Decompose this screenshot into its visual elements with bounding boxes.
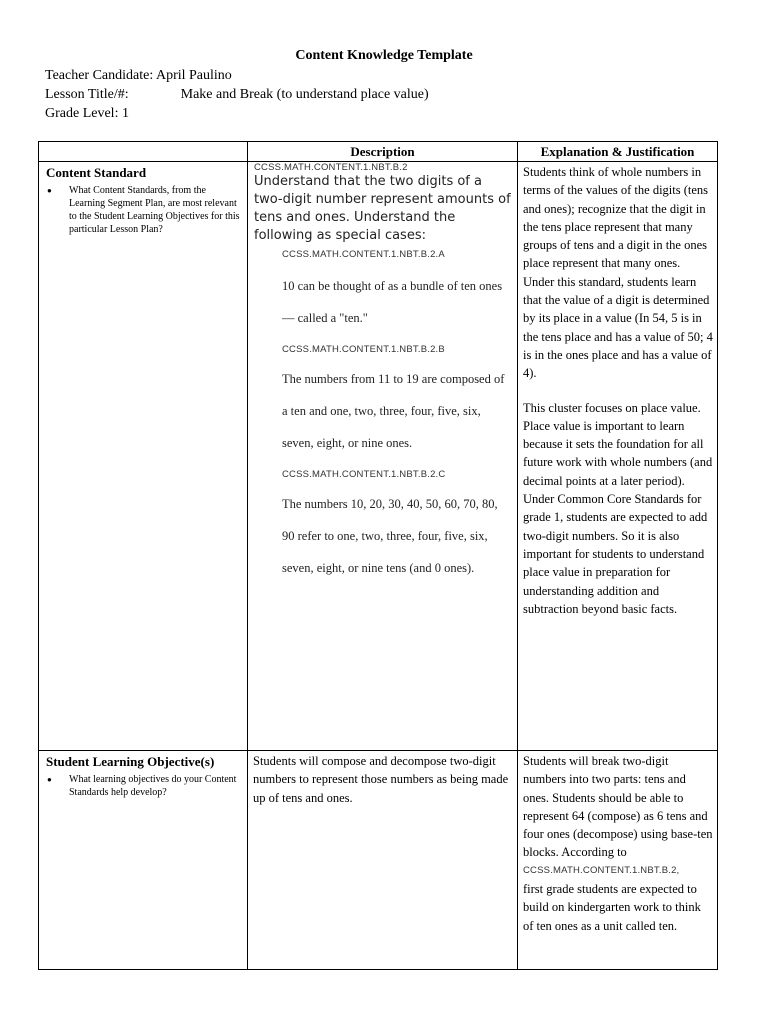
header-description: Description (248, 142, 518, 162)
learning-objective-description-cell (248, 751, 518, 970)
standard-code-a: CCSS.MATH.CONTENT.1.NBT.B.2.A (282, 249, 445, 260)
content-knowledge-table (38, 141, 718, 970)
learning-objective-description: Students will compose and decompose two-digit numbers to represent those numbers as being made up of tens and ones. (253, 754, 509, 805)
objective-explanation-b: first grade students are expected to build on kindergarten work to think of ten ones as a unit called ten. (523, 882, 701, 933)
content-standard-prompt: ● What Content Standards, from the Learning Segment Plan, are most relevant to the Student Learning Objectives for this particular Lesson Plan? (69, 184, 243, 236)
standard-intro-text: Understand that the two digits of a two-digit number represent amounts of tens and ones. Understand the following as special cases: (254, 174, 511, 243)
document-title: Content Knowledge Template (295, 48, 473, 63)
learning-objective-explanation-cell (518, 751, 718, 970)
grade-level-line: Grade Level: 1 (45, 106, 129, 121)
learning-objective-prompt: ● What learning objectives do your Content Standards help develop? (69, 773, 243, 799)
header-blank (39, 142, 248, 162)
standard-text-c: The numbers 10, 20, 30, 40, 50, 60, 70, 80, 90 refer to one, two, three, four, five, six, seven, eight, or nine tens (and 0 ones). (282, 497, 498, 575)
content-standard-heading: Content Standard (46, 165, 147, 180)
standard-code-c: CCSS.MATH.CONTENT.1.NBT.B.2.C (282, 469, 446, 480)
standard-text-b: The numbers from 11 to 19 are composed of a ten and one, two, three, four, five, six, seven, eight, or nine ones. (282, 372, 505, 450)
lesson-title-line (45, 85, 429, 104)
teacher-candidate-line: Teacher Candidate: April Paulino (45, 68, 232, 83)
standard-sub-a (254, 249, 513, 334)
content-standard-explanation-cell (518, 162, 718, 751)
objective-explanation-a: Students will break two-digit numbers into two parts: tens and ones. Students should be able to represent 64 (compose) as 6 tens and four ones (decompose) using base-ten blocks. According to (523, 754, 713, 860)
learning-objective-label-cell (39, 751, 248, 970)
explanation-paragraph-1: Students think of whole numbers in terms of the values of the digits (tens and ones); recognize that the digit in the tens place represent that many groups of tens and a digit in the ones place represent that many ones. Under this standard, students learn that the value of a digit is determined by its place in a value (In 54, 5 is in the tens place and has a value of 50; 4 is in the ones place and has a value of 4). (523, 165, 713, 381)
content-standard-prompt-list (39, 184, 247, 236)
explanation-paragraph-2: This cluster focuses on place value. Place value is important to learn because it sets the foundation for all future work with whole numbers (and decimal points at a later period). Under Common Core Standards for grade 1, students are expected to add two-digit numbers. So it is also important for students to understand place value in preparation for understanding addition and subtraction beyond basic facts. (523, 400, 713, 616)
lesson-title-label: Lesson Title/#: (45, 87, 129, 102)
header-explanation: Explanation & Justification (518, 142, 718, 162)
learning-objective-heading: Student Learning Objective(s) (46, 754, 215, 769)
objective-explanation-code: CCSS.MATH.CONTENT.1.NBT.B.2, (523, 864, 680, 876)
standard-code-main: CCSS.MATH.CONTENT.1.NBT.B.2 (254, 162, 408, 173)
content-standard-row (39, 162, 718, 751)
learning-objective-row (39, 751, 718, 970)
standard-sub-b (254, 344, 513, 459)
standard-text-a: 10 can be thought of as a bundle of ten ones — called a "ten." (282, 279, 503, 325)
standard-code-b: CCSS.MATH.CONTENT.1.NBT.B.2.B (282, 344, 445, 355)
lesson-title-value: Make and Break (to understand place value) (180, 87, 429, 102)
standard-sub-c (254, 469, 513, 584)
learning-objective-prompt-list (39, 773, 247, 799)
table-header-row (39, 142, 718, 162)
content-standard-description-cell (248, 162, 518, 751)
content-standard-label-cell (39, 162, 248, 751)
